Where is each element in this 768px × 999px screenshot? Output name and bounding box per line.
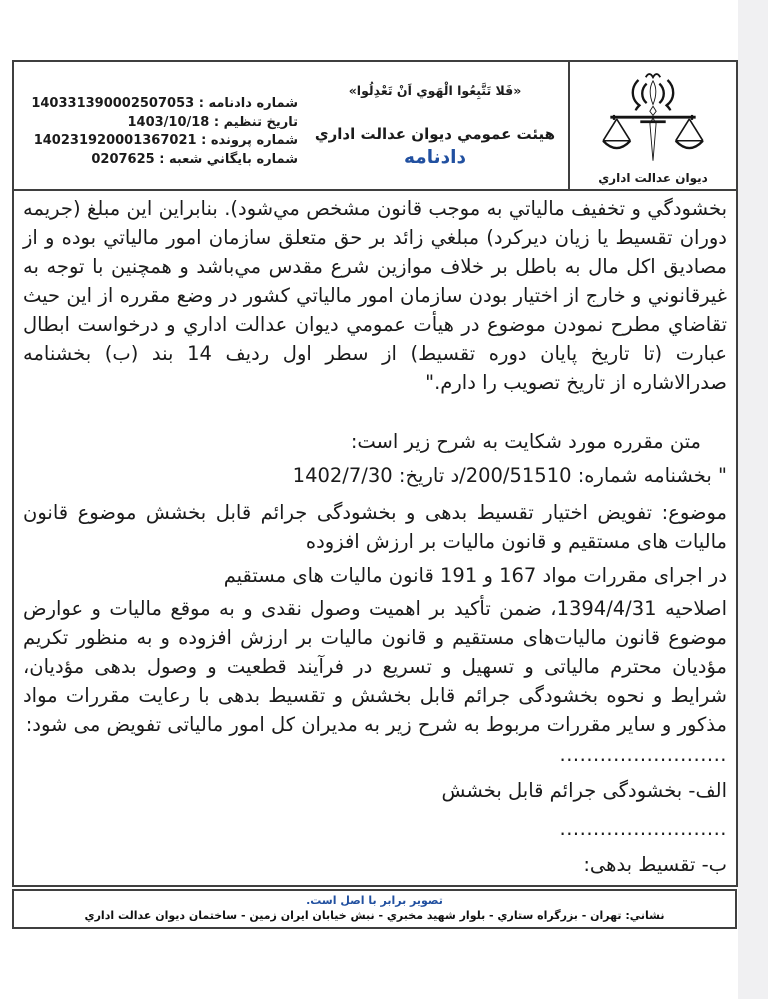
meta-separator: : [209,114,224,130]
subject-line: موضوع: تفويض اختيار تقسيط بدهی و بخشودگی جرائم قابل بخشش موضوع قانون ماليات های مستقيم و قانون ماليات بر ارزش افزوده [23,501,727,553]
meta-value: 140231920001367021 [33,133,197,148]
org-title: هيئت عمومي ديوان عدالت اداري [314,125,556,143]
meta-row-date [24,114,298,133]
meta-value: 1403/10/18 [127,114,210,130]
meta-row-case-number [24,132,298,151]
meta-separator: : [154,151,169,167]
header-center [302,62,568,189]
item-b-line: ب- تقسيط بدهی: [583,853,727,876]
meta-row-verdict-number [24,95,298,114]
execution-line: در اجرای مقررات مواد 167 و 191 قانون ماليات های مستقيم [223,564,727,587]
meta-label: شماره بايگاني شعبه [168,151,298,167]
ellipsis-line: ......................... [559,743,727,766]
meta-label: تاريخ تنظيم [223,114,298,130]
logo-cell [568,62,736,189]
justice-scales-icon [594,67,712,171]
meta-row-archive-number [24,151,298,170]
meta-value: 140331390002507053 [31,96,195,111]
regulation-intro-line: متن مقرره مورد شكايت به شرح زير است: [350,430,701,453]
item-a-line: الف- بخشودگی جرائم قابل بخشش [441,779,727,802]
certified-copy-line: تصوير برابر با اصل است. [306,894,443,907]
meta-separator: : [196,133,211,148]
meta-separator: : [194,96,209,111]
meta-label: شماره پرونده [210,133,298,148]
document-body [14,191,736,879]
document-type-title: دادنامه [404,147,466,168]
document-footer [12,889,737,929]
quran-verse: «فَلا تَتَّبِعُوا الْهَوي اَنْ تَعْدِلُوا» [348,83,522,98]
complaint-paragraph: بخشودگي و تخفيف مالياتي به موجب قانون مشخص مي‌شود). بنابراين اين مبلغ (جريمه دوران تقسيط يا زيان ديركرد) مبلغي زائد بر حق متعلق سازمان امور مالياتي بوده و از مصاديق اكل مال به باطل بر خلاف موازين شرع مقدس مي‌باشد و همچنين با توجه به غيرقانوني و خارج از اختيار بودن سازمان امور مالياتي كشور در وضع مقرره از اين حيث تقاضاي مطرح نمودن موضوع در هيأت عمومي ديوان عدالت اداري و درخواست ابطال عبارت (تا تاريخ پايان دوره تقسيط) از سطر اول رديف 14 بند (ب) بخشنامه صدرالاشاره از تاريخ تصويب را دارم." [23,197,728,394]
meta-label: شماره دادنامه [208,96,298,111]
document-header [14,62,736,191]
address-line: نشاني: تهران - بزرگراه ستاري - بلوار شهيد مخبري - نبش خيابان ايران زمين - ساختمان ديوان عدالت اداري [84,909,665,922]
meta-value: 0207625 [91,151,155,167]
document-meta [14,62,302,189]
amendment-paragraph: اصلاحيه 1394/4/31، ضمن تأكيد بر اهميت وصول نقدی و به موقع ماليات و عوارض موضوع قانون ماليات‌های مستقيم و قانون ماليات بر ارزش افزوده و به منظور تكريم مؤديان محترم مالياتی و تسهيل و تسريع در فرآيند قطعيت و وصول بدهی مؤديان، شرايط و نحوه بخشودگی جرائم قابل بخشش و تقسيط بدهی با رعايت مقررات مواد مذكور و ساير مقررات مربوط به شرح زير به مديران كل امور مالياتی تفويض می شود: [23,597,728,736]
ellipsis-line: ......................... [559,817,727,840]
circular-number-line: " بخشنامه شماره: 200/51510/د تاريخ: 1402/7/30 [292,464,727,487]
document-frame [12,60,738,887]
logo-caption: ديوان عدالت اداري [598,171,708,185]
scan-background-edge [738,0,768,999]
